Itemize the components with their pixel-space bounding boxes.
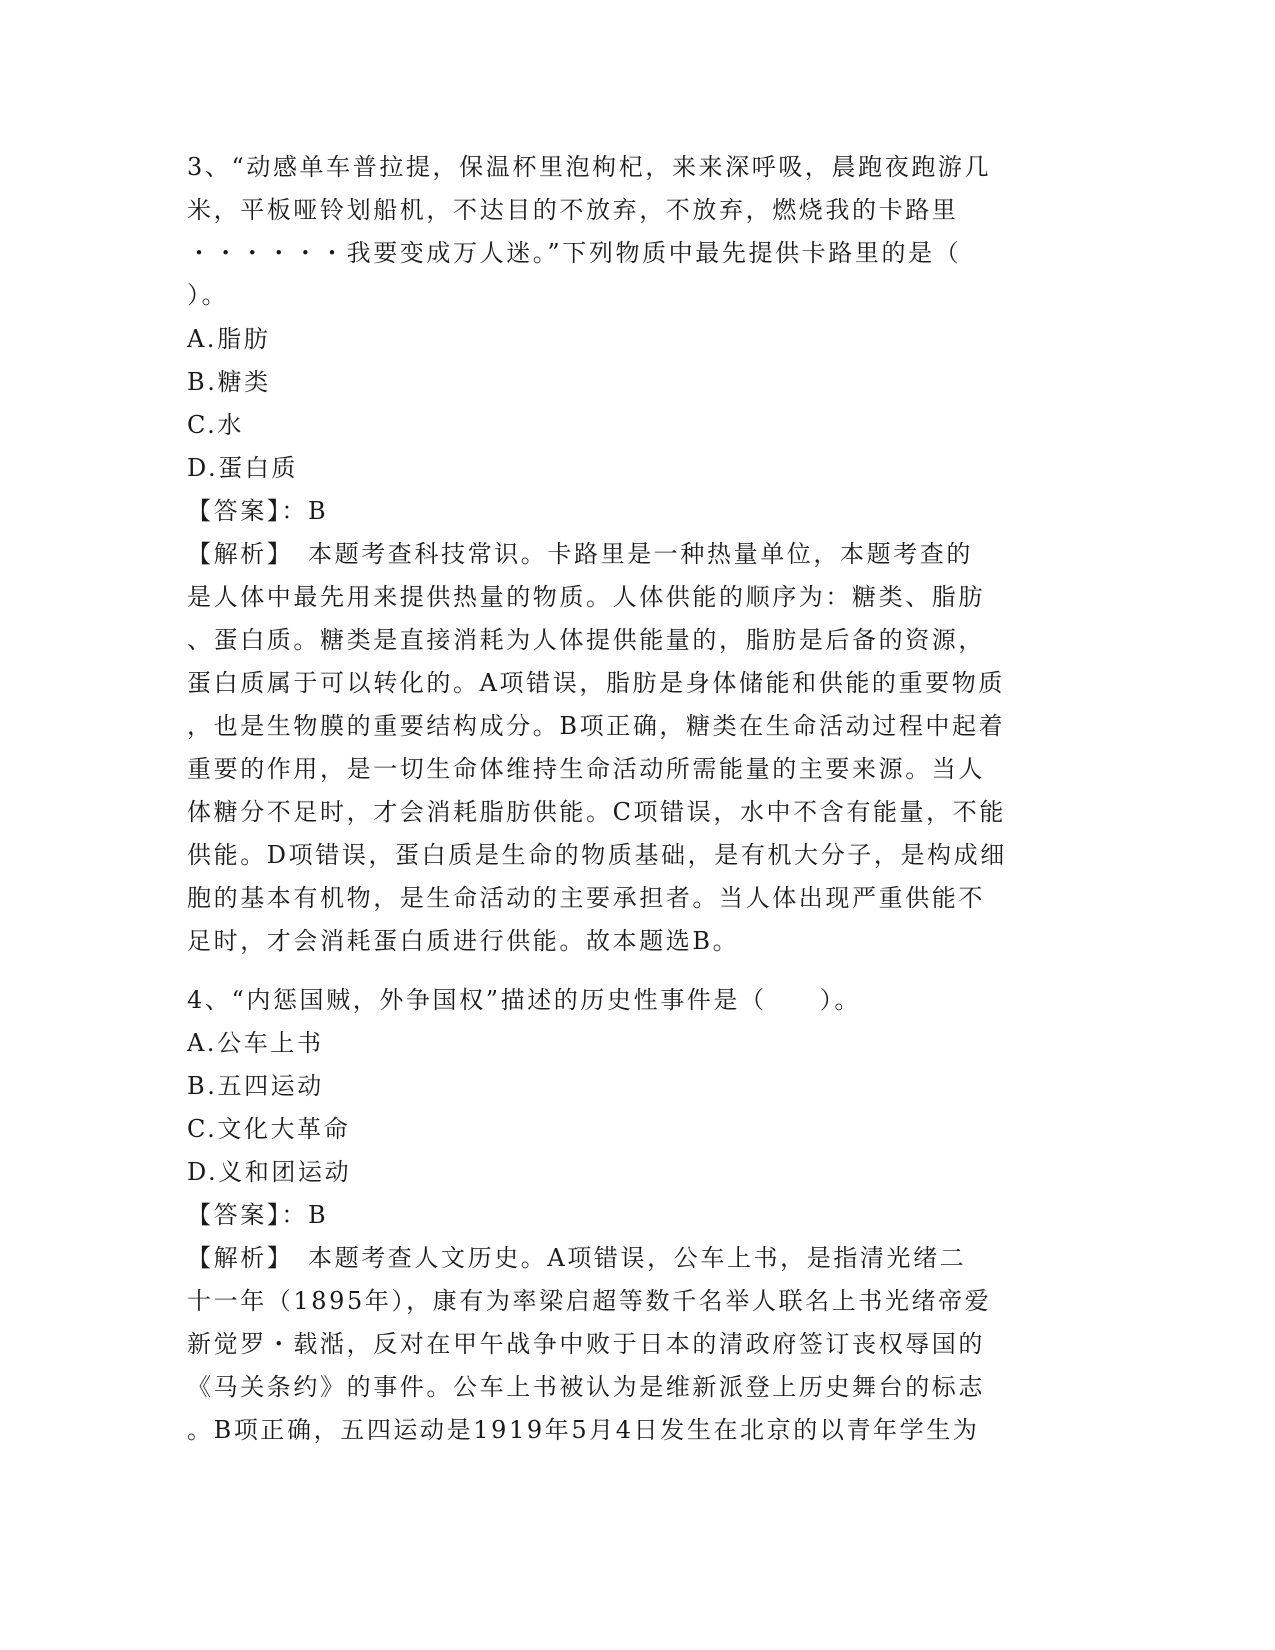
question-stem-line: ・・・・・・我要变成万人迷。”下列物质中最先提供卡路里的是（: [187, 239, 962, 267]
explanation-line: 足时，才会消耗蛋白质进行供能。故本题选B。: [187, 927, 740, 955]
explanation-line: 胞的基本有机物，是生命活动的主要承担者。当人体出现严重供能不: [187, 884, 985, 912]
explanation-line: 【解析】 本题考查科技常识。卡路里是一种热量单位，本题考查的: [187, 540, 973, 568]
option-a: A.脂肪: [187, 325, 271, 353]
question-stem-line: ）。: [187, 281, 229, 309]
explanation-line: 【解析】 本题考查人文历史。A项错误，公车上书，是指清光绪二: [187, 1244, 967, 1272]
explanation-line: 、蛋白质。糖类是直接消耗为人体提供能量的，脂肪是后备的资源，: [187, 626, 985, 654]
option-b: B.糖类: [187, 368, 271, 396]
option-d: D.义和团运动: [187, 1158, 352, 1186]
option-c: C.文化大革命: [187, 1115, 351, 1143]
explanation-line: 体糖分不足时，才会消耗脂肪供能。C项错误，水中不含有能量，不能: [187, 798, 1006, 826]
explanation-line: 是人体中最先用来提供热量的物质。人体供能的顺序为：糖类、脂肪: [187, 583, 985, 611]
answer-line: 【答案】：B: [187, 1201, 329, 1229]
explanation-line: 十一年（1895年），康有为率梁启超等数千名举人联名上书光绪帝爱: [187, 1287, 992, 1315]
question-stem-line: 3、“动感单车普拉提，保温杯里泡枸杞，来来深呼吸，晨跑夜跑游几: [187, 153, 992, 181]
option-d: D.蛋白质: [187, 454, 299, 482]
explanation-line: 重要的作用，是一切生命体维持生命活动所需能量的主要来源。当人: [187, 755, 985, 783]
option-c: C.水: [187, 411, 244, 439]
question-stem-line: 4、“内惩国贼，外争国权”描述的历史性事件是（ ）。: [187, 986, 862, 1014]
answer-line: 【答案】：B: [187, 497, 329, 525]
explanation-line: 蛋白质属于可以转化的。A项错误，脂肪是身体储能和供能的重要物质: [187, 669, 1005, 697]
explanation-line: 。B项正确，五四运动是1919年5月4日发生在北京的以青年学生为: [187, 1416, 980, 1444]
explanation-line: 《马关条约》的事件。公车上书被认为是维新派登上历史舞台的标志: [187, 1373, 985, 1401]
question-stem-line: 米，平板哑铃划船机，不达目的不放弃，不放弃，燃烧我的卡路里: [187, 196, 959, 224]
explanation-line: 新觉罗・载湉，反对在甲午战争中败于日本的清政府签订丧权辱国的: [187, 1330, 985, 1358]
explanation-line: 供能。D项错误，蛋白质是生命的物质基础，是有机大分子，是构成细: [187, 841, 1007, 869]
option-a: A.公车上书: [187, 1029, 324, 1057]
option-b: B.五四运动: [187, 1072, 324, 1100]
explanation-line: ，也是生物膜的重要结构成分。B项正确，糖类在生命活动过程中起着: [187, 712, 1006, 740]
